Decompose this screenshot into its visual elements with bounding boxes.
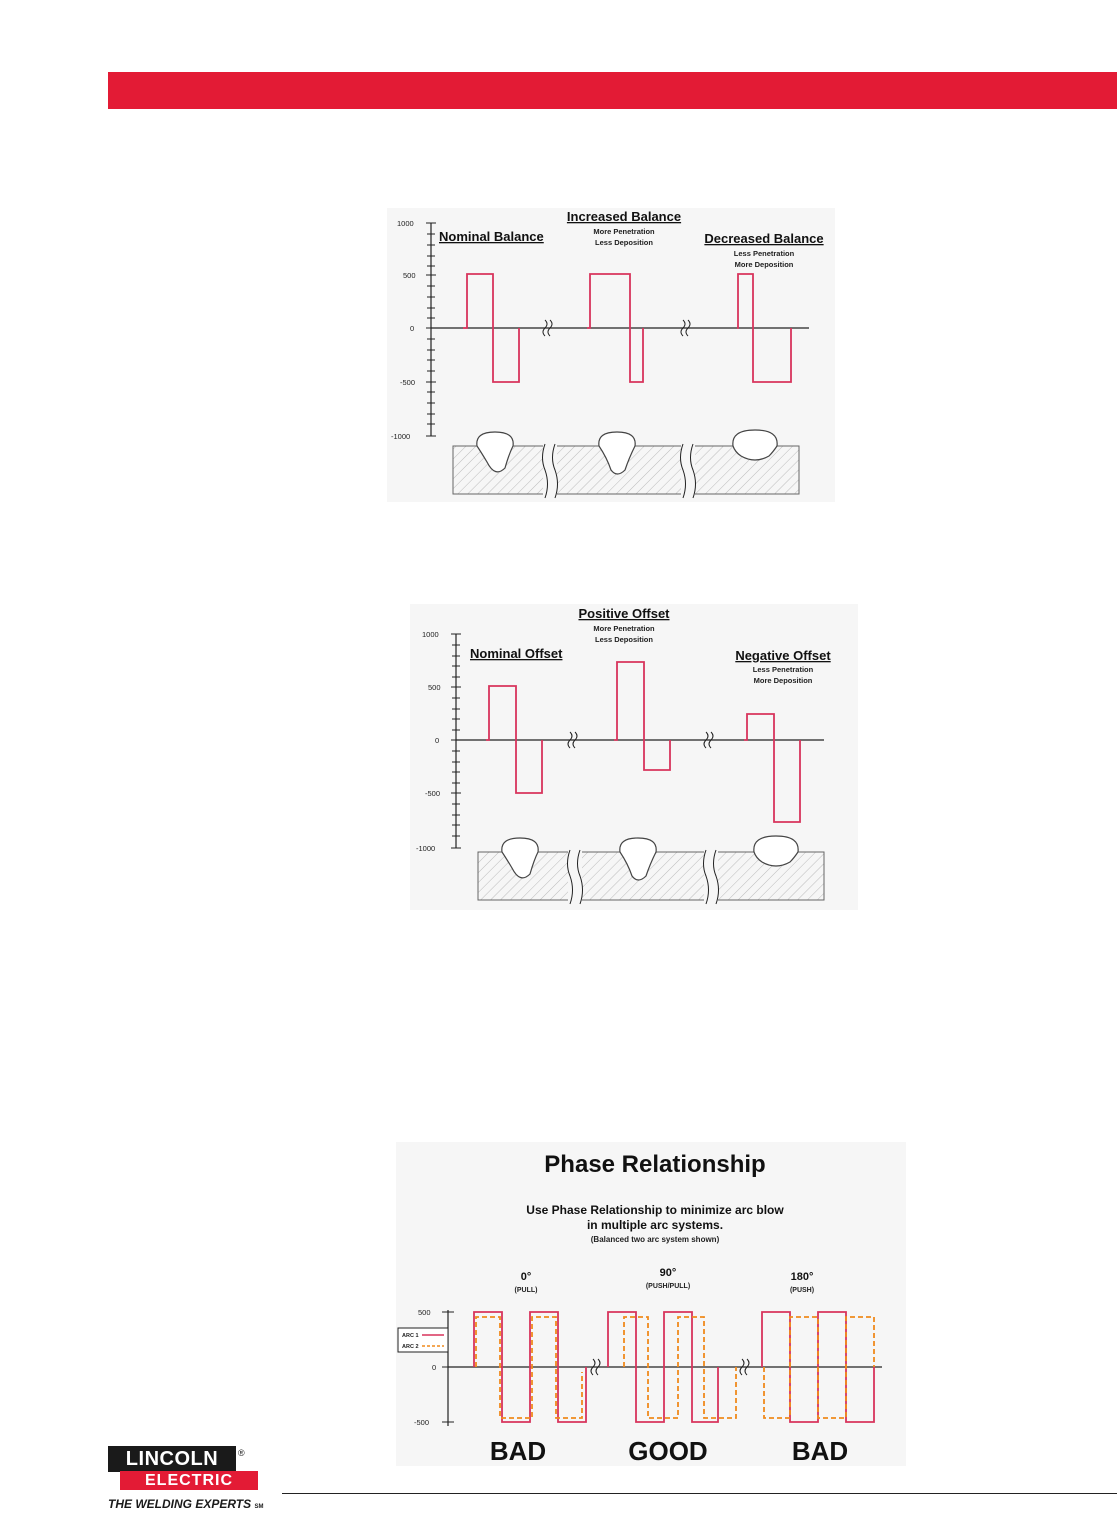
phase-angle: 180° bbox=[790, 1271, 814, 1283]
legend-label: ARC 2 bbox=[402, 1344, 419, 1350]
balance-chart-svg bbox=[387, 208, 835, 502]
phase-verdict: BAD bbox=[791, 1436, 849, 1466]
logo-lincoln-text: LINCOLN bbox=[108, 1446, 236, 1472]
y-tick-label: 500 bbox=[418, 1308, 431, 1317]
phase-chart-svg bbox=[396, 1142, 906, 1466]
logo-electric-text: ELECTRIC bbox=[120, 1471, 258, 1490]
section-note: More Penetration bbox=[593, 624, 655, 633]
weld-cross-section bbox=[478, 836, 824, 904]
section-title: Nominal Offset bbox=[470, 646, 563, 661]
y-tick-label: 1000 bbox=[422, 630, 439, 639]
section-note: Less Deposition bbox=[595, 635, 653, 644]
phase-subtitle: Use Phase Relationship to minimize arc blow bbox=[526, 1203, 784, 1217]
arc-legend bbox=[398, 1328, 448, 1352]
waveform-negative-offset bbox=[744, 714, 800, 822]
y-tick-label: 0 bbox=[410, 324, 415, 333]
section-title: Nominal Balance bbox=[439, 229, 544, 244]
section-note: More Penetration bbox=[593, 227, 655, 236]
y-tick-label: 500 bbox=[403, 271, 416, 280]
section-title: Decreased Balance bbox=[704, 231, 824, 246]
phase-verdict: GOOD bbox=[628, 1436, 708, 1466]
section-title: Increased Balance bbox=[566, 209, 682, 224]
section-note: Less Penetration bbox=[733, 249, 795, 258]
tagline-text: THE WELDING EXPERTS bbox=[108, 1497, 252, 1511]
header-red-band bbox=[108, 72, 1117, 109]
y-tick-label: 0 bbox=[435, 736, 440, 745]
y-tick-label: 1000 bbox=[397, 219, 414, 228]
legend-label: ARC 1 bbox=[402, 1333, 419, 1339]
phase-angle: 0° bbox=[520, 1271, 532, 1283]
logo-tagline bbox=[108, 1497, 263, 1511]
phase-figure bbox=[396, 1142, 906, 1466]
phase-mode: (PUSH/PULL) bbox=[645, 1283, 691, 1290]
lincoln-electric-logo bbox=[108, 1446, 258, 1492]
y-tick-label: -500 bbox=[414, 1418, 430, 1427]
y-tick-label: -500 bbox=[400, 378, 416, 387]
y-tick-label: -1000 bbox=[416, 844, 436, 853]
offset-figure bbox=[410, 604, 858, 910]
y-tick-label: -500 bbox=[425, 789, 441, 798]
footer-rule bbox=[282, 1493, 1117, 1494]
phase-title: Phase Relationship bbox=[544, 1151, 766, 1178]
phase-subtitle: in multiple arc systems. bbox=[586, 1218, 724, 1232]
phase-mode: (PULL) bbox=[514, 1287, 538, 1294]
offset-chart-svg bbox=[410, 604, 858, 910]
section-note: More Deposition bbox=[753, 676, 813, 685]
y-tick-label: 500 bbox=[428, 683, 441, 692]
phase-note: (Balanced two arc system shown) bbox=[590, 1235, 720, 1244]
section-title: Positive Offset bbox=[578, 606, 670, 621]
section-title: Negative Offset bbox=[735, 648, 831, 663]
weld-cross-section bbox=[453, 430, 799, 498]
registered-mark: ® bbox=[238, 1448, 245, 1458]
y-tick-label: 0 bbox=[432, 1363, 437, 1372]
phase-verdict: BAD bbox=[489, 1436, 547, 1466]
balance-figure bbox=[387, 208, 835, 502]
service-mark: SM bbox=[254, 1504, 264, 1510]
section-note: Less Penetration bbox=[752, 665, 814, 674]
y-tick-label: -1000 bbox=[391, 432, 411, 441]
phase-mode: (PUSH) bbox=[789, 1287, 815, 1294]
section-note: Less Deposition bbox=[595, 238, 653, 247]
section-note: More Deposition bbox=[734, 260, 794, 269]
phase-angle: 90° bbox=[659, 1267, 677, 1279]
waveform-positive-offset bbox=[614, 662, 670, 770]
